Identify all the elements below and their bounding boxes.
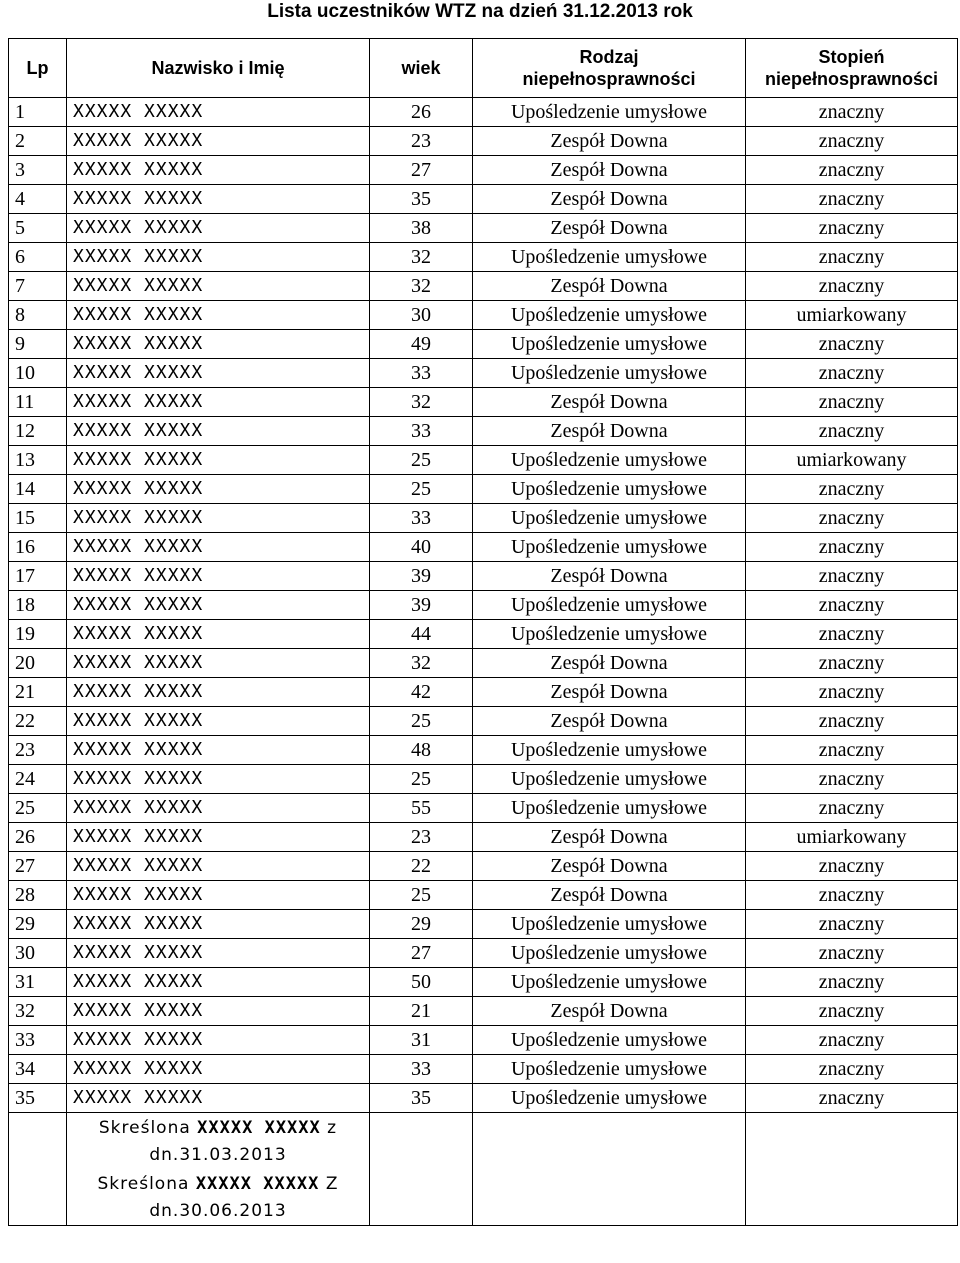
- table-row: [9, 127, 958, 156]
- row-name: XXXXX XXXXX: [67, 214, 370, 243]
- row-disability-type: Zespół Downa: [473, 678, 746, 707]
- row-disability-type: Upośledzenie umysłowe: [473, 968, 746, 997]
- row-age: 44: [370, 620, 473, 649]
- row-lp: 11: [9, 388, 67, 417]
- table-row: [9, 214, 958, 243]
- column-header-age: wiek: [370, 39, 473, 98]
- row-disability-degree: znaczny: [746, 98, 958, 127]
- row-disability-type: Upośledzenie umysłowe: [473, 98, 746, 127]
- row-age: 26: [370, 98, 473, 127]
- row-disability-degree: znaczny: [746, 591, 958, 620]
- row-disability-type: Upośledzenie umysłowe: [473, 533, 746, 562]
- removed-note-1-date: z dn.31.03.2013: [149, 1118, 338, 1165]
- row-name: XXXXX XXXXX: [67, 475, 370, 504]
- column-header-disability-type: [473, 39, 746, 98]
- row-disability-degree: znaczny: [746, 968, 958, 997]
- row-disability-type: Zespół Downa: [473, 823, 746, 852]
- row-disability-degree: znaczny: [746, 707, 958, 736]
- row-disability-type: Zespół Downa: [473, 649, 746, 678]
- row-lp: 1: [9, 98, 67, 127]
- row-lp: 20: [9, 649, 67, 678]
- note-age-cell: [370, 1113, 473, 1226]
- row-lp: 31: [9, 968, 67, 997]
- row-lp: 26: [9, 823, 67, 852]
- row-name: XXXXX XXXXX: [67, 997, 370, 1026]
- row-disability-type: Zespół Downa: [473, 707, 746, 736]
- row-disability-degree: znaczny: [746, 475, 958, 504]
- row-disability-degree: umiarkowany: [746, 823, 958, 852]
- table-row: [9, 1055, 958, 1084]
- row-disability-degree: znaczny: [746, 330, 958, 359]
- row-lp: 3: [9, 156, 67, 185]
- row-lp: 25: [9, 794, 67, 823]
- row-age: 33: [370, 504, 473, 533]
- table-row: [9, 243, 958, 272]
- row-age: 29: [370, 910, 473, 939]
- row-name: XXXXX XXXXX: [67, 243, 370, 272]
- table-body: [9, 98, 958, 1113]
- row-disability-degree: znaczny: [746, 272, 958, 301]
- row-disability-degree: znaczny: [746, 562, 958, 591]
- table-row: [9, 939, 958, 968]
- row-age: 25: [370, 707, 473, 736]
- table-row: [9, 156, 958, 185]
- row-age: 32: [370, 272, 473, 301]
- row-disability-degree: znaczny: [746, 678, 958, 707]
- row-age: 25: [370, 881, 473, 910]
- row-name: XXXXX XXXXX: [67, 794, 370, 823]
- row-disability-degree: znaczny: [746, 1055, 958, 1084]
- row-disability-type: Upośledzenie umysłowe: [473, 504, 746, 533]
- row-disability-degree: znaczny: [746, 1084, 958, 1113]
- row-age: 50: [370, 968, 473, 997]
- column-header-disability-degree-line1: Stopień: [818, 47, 885, 67]
- table-row: [9, 649, 958, 678]
- row-disability-type: Upośledzenie umysłowe: [473, 359, 746, 388]
- row-disability-type: Zespół Downa: [473, 388, 746, 417]
- row-name: XXXXX XXXXX: [67, 591, 370, 620]
- row-age: 33: [370, 417, 473, 446]
- column-header-disability-degree: [746, 39, 958, 98]
- row-lp: 5: [9, 214, 67, 243]
- row-age: 48: [370, 736, 473, 765]
- row-disability-degree: znaczny: [746, 417, 958, 446]
- row-disability-type: Upośledzenie umysłowe: [473, 1026, 746, 1055]
- row-name: XXXXX XXXXX: [67, 388, 370, 417]
- note-type-cell: [473, 1113, 746, 1226]
- row-name: XXXXX XXXXX: [67, 127, 370, 156]
- row-lp: 34: [9, 1055, 67, 1084]
- row-lp: 2: [9, 127, 67, 156]
- table-row: [9, 707, 958, 736]
- table-row: [9, 997, 958, 1026]
- row-lp: 24: [9, 765, 67, 794]
- row-age: 32: [370, 388, 473, 417]
- removed-note-2: [73, 1169, 363, 1225]
- row-name: XXXXX XXXXX: [67, 272, 370, 301]
- row-name: XXXXX XXXXX: [67, 98, 370, 127]
- row-disability-type: Upośledzenie umysłowe: [473, 939, 746, 968]
- row-disability-degree: umiarkowany: [746, 301, 958, 330]
- row-age: 33: [370, 359, 473, 388]
- row-disability-type: Upośledzenie umysłowe: [473, 330, 746, 359]
- table-row: [9, 272, 958, 301]
- row-disability-type: Upośledzenie umysłowe: [473, 446, 746, 475]
- removed-note-2-name: XXXXX XXXXX: [195, 1174, 320, 1194]
- row-age: 27: [370, 156, 473, 185]
- row-disability-degree: umiarkowany: [746, 446, 958, 475]
- row-lp: 15: [9, 504, 67, 533]
- row-name: XXXXX XXXXX: [67, 939, 370, 968]
- row-disability-degree: znaczny: [746, 359, 958, 388]
- row-lp: 7: [9, 272, 67, 301]
- row-disability-degree: znaczny: [746, 388, 958, 417]
- row-disability-degree: znaczny: [746, 910, 958, 939]
- row-lp: 28: [9, 881, 67, 910]
- row-age: 49: [370, 330, 473, 359]
- table-row: [9, 185, 958, 214]
- row-lp: 14: [9, 475, 67, 504]
- removed-participants-note: [67, 1113, 370, 1226]
- row-lp: 8: [9, 301, 67, 330]
- row-disability-type: Upośledzenie umysłowe: [473, 910, 746, 939]
- row-name: XXXXX XXXXX: [67, 185, 370, 214]
- table-row: [9, 446, 958, 475]
- row-disability-type: Upośledzenie umysłowe: [473, 794, 746, 823]
- row-name: XXXXX XXXXX: [67, 330, 370, 359]
- row-age: 42: [370, 678, 473, 707]
- row-age: 55: [370, 794, 473, 823]
- row-name: XXXXX XXXXX: [67, 736, 370, 765]
- row-disability-type: Upośledzenie umysłowe: [473, 765, 746, 794]
- table-header-row: [9, 39, 958, 98]
- row-name: XXXXX XXXXX: [67, 1026, 370, 1055]
- table-row: [9, 591, 958, 620]
- row-disability-type: Upośledzenie umysłowe: [473, 1055, 746, 1084]
- column-header-disability-degree-line2: niepełnosprawności: [764, 69, 939, 89]
- row-disability-type: Upośledzenie umysłowe: [473, 1084, 746, 1113]
- row-disability-type: Zespół Downa: [473, 272, 746, 301]
- row-disability-type: Upośledzenie umysłowe: [473, 243, 746, 272]
- row-disability-degree: znaczny: [746, 736, 958, 765]
- row-age: 33: [370, 1055, 473, 1084]
- row-lp: 35: [9, 1084, 67, 1113]
- row-name: XXXXX XXXXX: [67, 562, 370, 591]
- row-age: 23: [370, 127, 473, 156]
- table-row: [9, 852, 958, 881]
- table-row: [9, 475, 958, 504]
- table-row: [9, 1084, 958, 1113]
- row-lp: 6: [9, 243, 67, 272]
- row-disability-type: Upośledzenie umysłowe: [473, 475, 746, 504]
- row-disability-degree: znaczny: [746, 881, 958, 910]
- removed-note-2-prefix: Skreślona: [97, 1174, 190, 1194]
- row-disability-degree: znaczny: [746, 649, 958, 678]
- removed-note-1: [73, 1113, 363, 1169]
- table-row: [9, 823, 958, 852]
- row-name: XXXXX XXXXX: [67, 881, 370, 910]
- row-lp: 12: [9, 417, 67, 446]
- row-name: XXXXX XXXXX: [67, 968, 370, 997]
- row-disability-degree: znaczny: [746, 127, 958, 156]
- row-disability-type: Zespół Downa: [473, 852, 746, 881]
- row-lp: 33: [9, 1026, 67, 1055]
- row-name: XXXXX XXXXX: [67, 533, 370, 562]
- row-name: XXXXX XXXXX: [67, 1084, 370, 1113]
- table-row: [9, 1026, 958, 1055]
- column-header-name: Nazwisko i Imię: [67, 39, 370, 98]
- row-age: 25: [370, 446, 473, 475]
- row-name: XXXXX XXXXX: [67, 678, 370, 707]
- row-disability-type: Zespół Downa: [473, 156, 746, 185]
- row-disability-type: Zespół Downa: [473, 127, 746, 156]
- table-row: [9, 794, 958, 823]
- column-header-disability-type-line1: Rodzaj: [579, 47, 639, 67]
- row-age: 22: [370, 852, 473, 881]
- table-row: [9, 736, 958, 765]
- row-lp: 17: [9, 562, 67, 591]
- row-disability-type: Zespół Downa: [473, 417, 746, 446]
- row-name: XXXXX XXXXX: [67, 446, 370, 475]
- table-row: [9, 388, 958, 417]
- row-disability-degree: znaczny: [746, 243, 958, 272]
- row-age: 35: [370, 1084, 473, 1113]
- row-name: XXXXX XXXXX: [67, 417, 370, 446]
- row-age: 39: [370, 591, 473, 620]
- table-row: [9, 504, 958, 533]
- row-name: XXXXX XXXXX: [67, 620, 370, 649]
- row-lp: 21: [9, 678, 67, 707]
- row-disability-type: Upośledzenie umysłowe: [473, 301, 746, 330]
- row-lp: 13: [9, 446, 67, 475]
- row-disability-type: Zespół Downa: [473, 214, 746, 243]
- row-disability-type: Zespół Downa: [473, 562, 746, 591]
- row-disability-degree: znaczny: [746, 997, 958, 1026]
- table-row: [9, 910, 958, 939]
- table-row: [9, 330, 958, 359]
- row-age: 38: [370, 214, 473, 243]
- row-lp: 27: [9, 852, 67, 881]
- row-lp: 16: [9, 533, 67, 562]
- row-disability-degree: znaczny: [746, 185, 958, 214]
- table-row: [9, 620, 958, 649]
- row-age: 39: [370, 562, 473, 591]
- row-disability-type: Zespół Downa: [473, 997, 746, 1026]
- row-lp: 22: [9, 707, 67, 736]
- row-name: XXXXX XXXXX: [67, 1055, 370, 1084]
- row-lp: 32: [9, 997, 67, 1026]
- row-age: 32: [370, 243, 473, 272]
- removed-note-1-name: XXXXX XXXXX: [197, 1118, 321, 1138]
- row-disability-degree: znaczny: [746, 765, 958, 794]
- row-name: XXXXX XXXXX: [67, 301, 370, 330]
- table-row: [9, 562, 958, 591]
- row-age: 21: [370, 997, 473, 1026]
- table-row: [9, 765, 958, 794]
- row-name: XXXXX XXXXX: [67, 852, 370, 881]
- row-disability-type: Upośledzenie umysłowe: [473, 736, 746, 765]
- row-age: 40: [370, 533, 473, 562]
- note-lp-cell: [9, 1113, 67, 1226]
- row-disability-degree: znaczny: [746, 533, 958, 562]
- row-name: XXXXX XXXXX: [67, 765, 370, 794]
- row-lp: 30: [9, 939, 67, 968]
- row-name: XXXXX XXXXX: [67, 504, 370, 533]
- row-disability-degree: znaczny: [746, 1026, 958, 1055]
- note-degree-cell: [746, 1113, 958, 1226]
- removed-note-1-prefix: Skreślona: [98, 1118, 191, 1138]
- table-row: [9, 968, 958, 997]
- table-row: [9, 417, 958, 446]
- column-header-disability-type-line2: niepełnosprawności: [522, 69, 696, 89]
- table-row: [9, 533, 958, 562]
- row-age: 31: [370, 1026, 473, 1055]
- table-row: [9, 881, 958, 910]
- participants-table: [8, 38, 958, 1226]
- row-name: XXXXX XXXXX: [67, 910, 370, 939]
- row-disability-degree: znaczny: [746, 852, 958, 881]
- row-name: XXXXX XXXXX: [67, 649, 370, 678]
- page-title: Lista uczestników WTZ na dzień 31.12.2013 rok: [267, 1, 693, 22]
- row-disability-degree: znaczny: [746, 504, 958, 533]
- table-row: [9, 359, 958, 388]
- row-lp: 19: [9, 620, 67, 649]
- row-age: 25: [370, 475, 473, 504]
- removed-participants-row: [9, 1113, 958, 1226]
- row-name: XXXXX XXXXX: [67, 156, 370, 185]
- table-row: [9, 301, 958, 330]
- row-lp: 9: [9, 330, 67, 359]
- row-disability-degree: znaczny: [746, 156, 958, 185]
- row-disability-degree: znaczny: [746, 214, 958, 243]
- row-disability-degree: znaczny: [746, 620, 958, 649]
- row-name: XXXXX XXXXX: [67, 823, 370, 852]
- row-lp: 18: [9, 591, 67, 620]
- table-row: [9, 98, 958, 127]
- row-disability-degree: znaczny: [746, 794, 958, 823]
- row-name: XXXXX XXXXX: [67, 359, 370, 388]
- row-age: 25: [370, 765, 473, 794]
- column-header-lp: Lp: [9, 39, 67, 98]
- row-name: XXXXX XXXXX: [67, 707, 370, 736]
- row-age: 23: [370, 823, 473, 852]
- row-lp: 23: [9, 736, 67, 765]
- row-age: 32: [370, 649, 473, 678]
- row-lp: 29: [9, 910, 67, 939]
- row-disability-degree: znaczny: [746, 939, 958, 968]
- row-age: 30: [370, 301, 473, 330]
- table-row: [9, 678, 958, 707]
- row-disability-type: Zespół Downa: [473, 185, 746, 214]
- row-disability-type: Zespół Downa: [473, 881, 746, 910]
- row-lp: 4: [9, 185, 67, 214]
- row-disability-type: Upośledzenie umysłowe: [473, 591, 746, 620]
- row-age: 35: [370, 185, 473, 214]
- row-disability-type: Upośledzenie umysłowe: [473, 620, 746, 649]
- removed-note-2-date: Z dn.30.06.2013: [149, 1174, 339, 1221]
- row-lp: 10: [9, 359, 67, 388]
- row-age: 27: [370, 939, 473, 968]
